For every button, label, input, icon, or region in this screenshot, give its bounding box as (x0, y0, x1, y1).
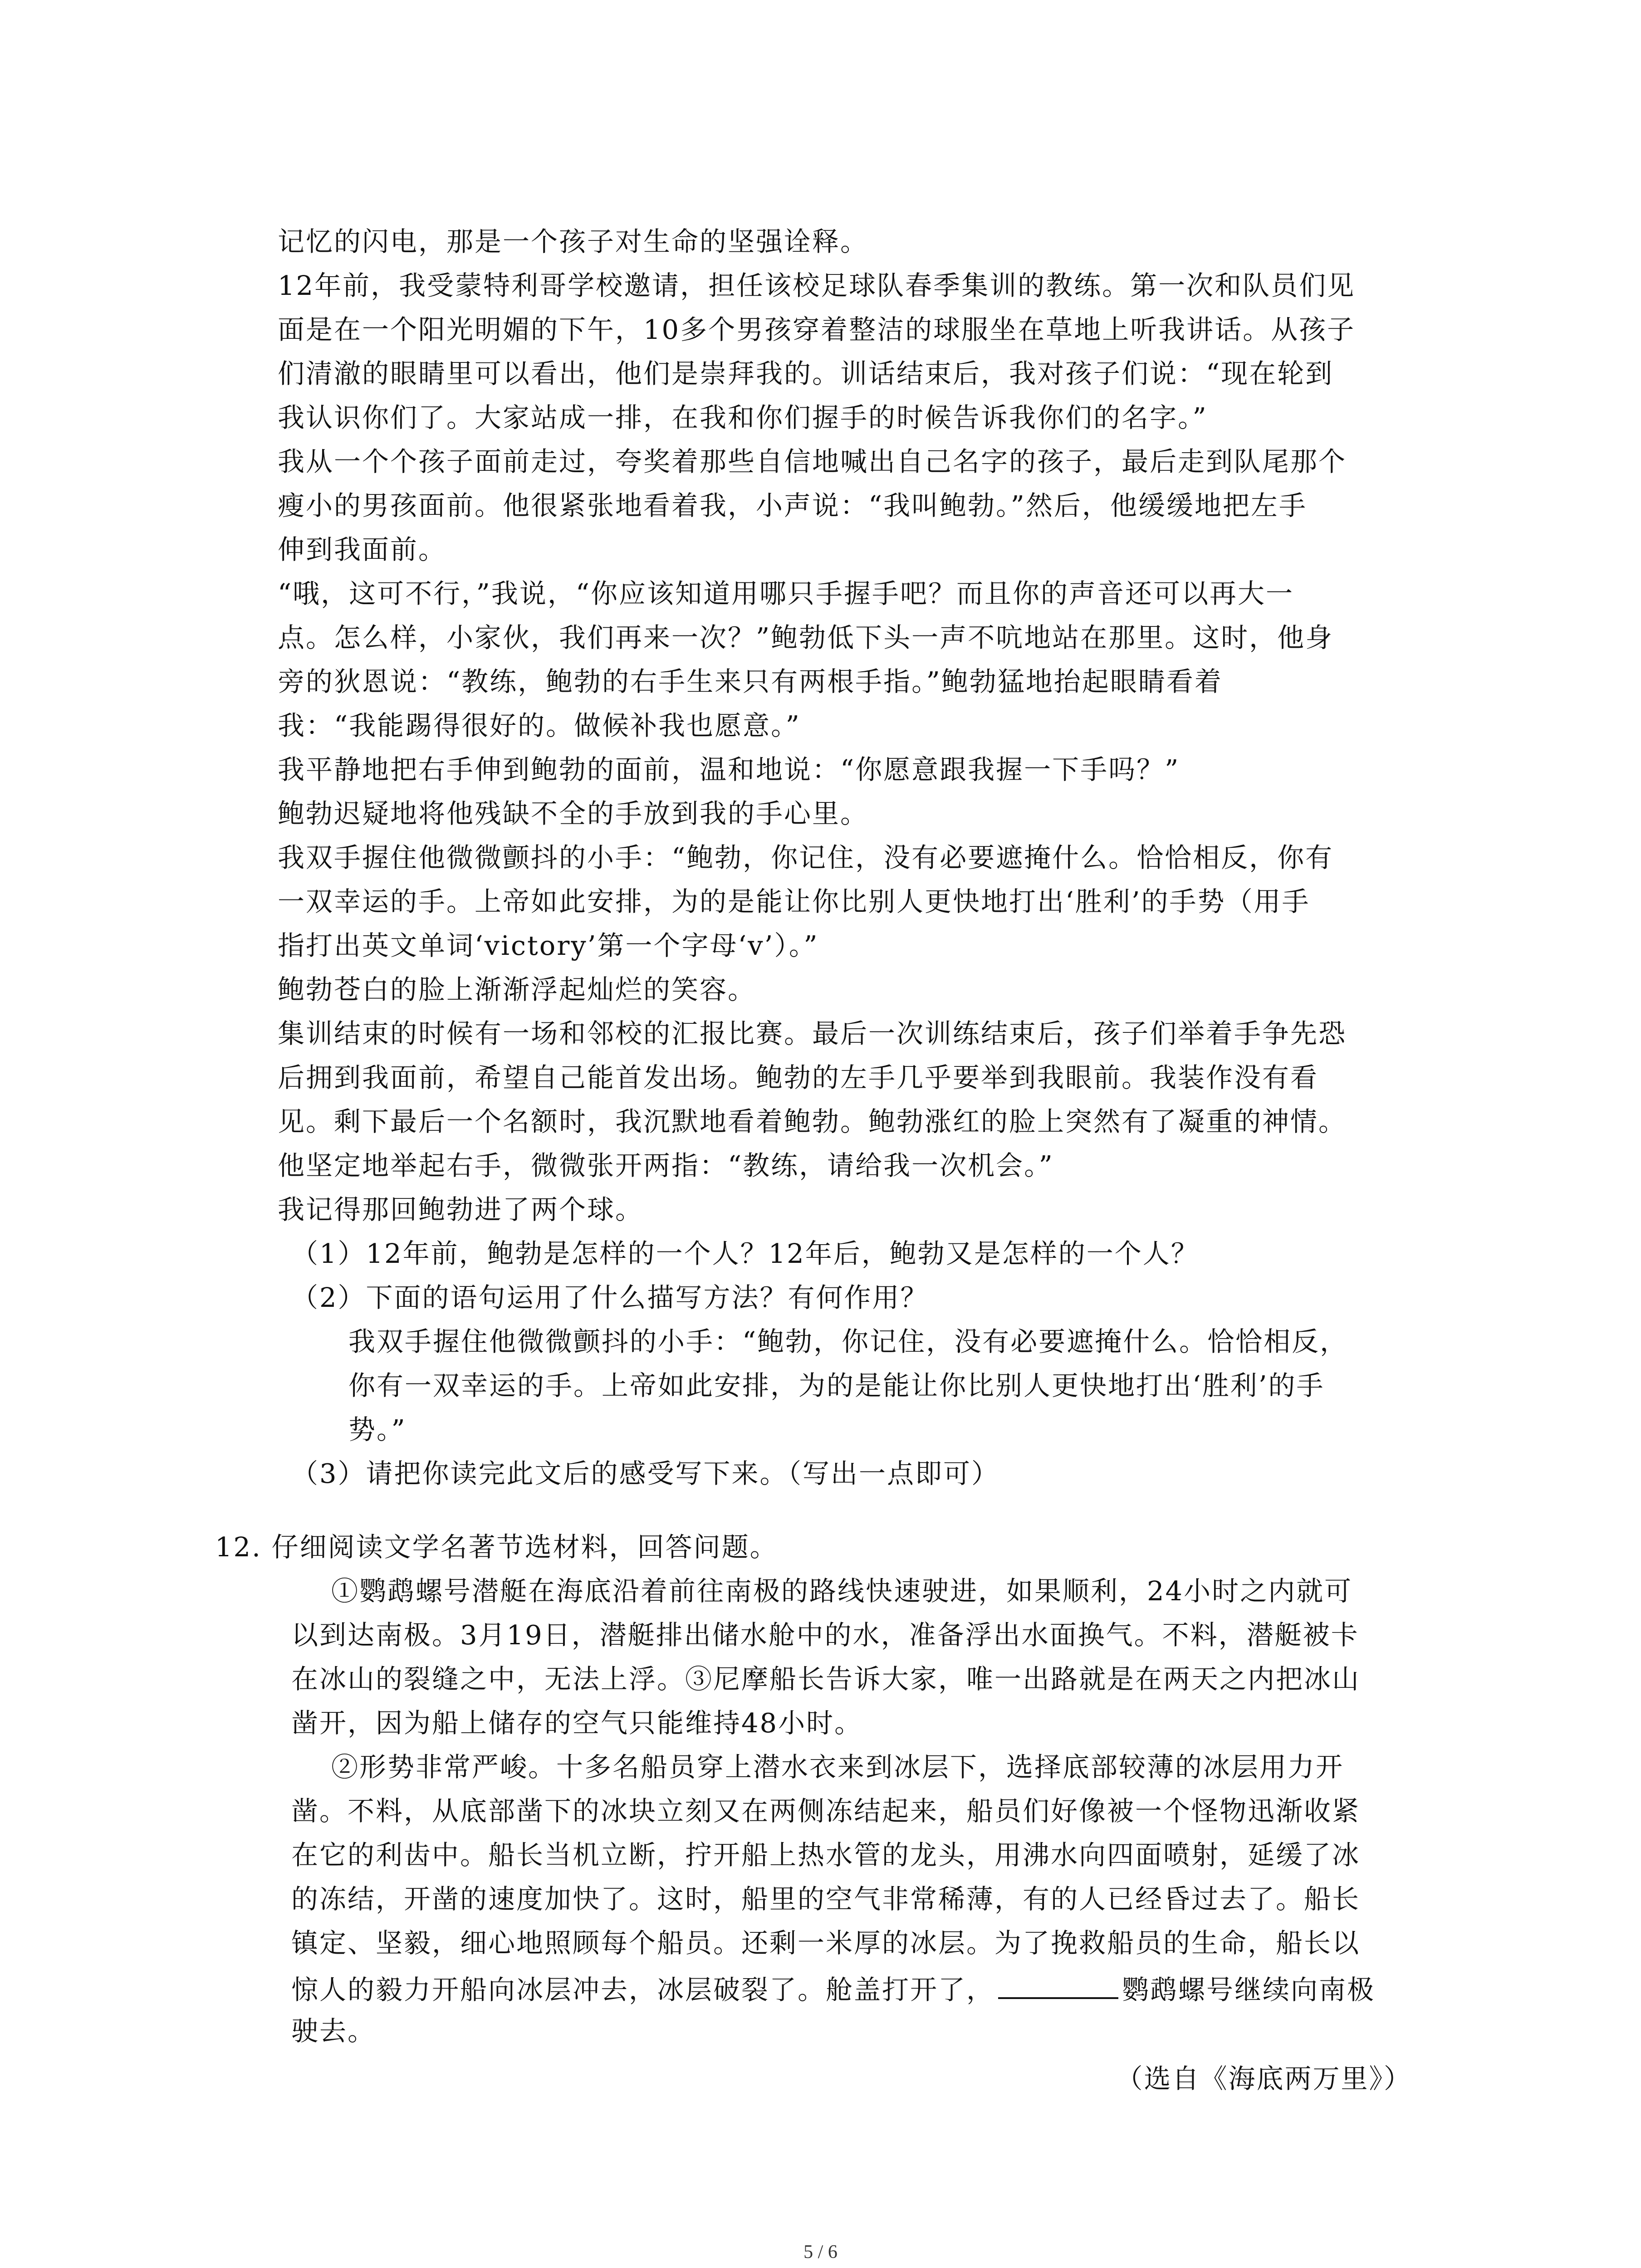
passage-line: 我记得那回鲍勃进了两个球。 (278, 1194, 644, 1225)
quoted-sentence-line: 你有一双幸运的手。上帝如此安排，为的是能让你比别人更快地打出‘胜利’的手 (348, 1370, 1325, 1401)
question-1: （1）12年前，鲍勃是怎样的一个人？12年后，鲍勃又是怎样的一个人？ (291, 1238, 1199, 1269)
passage-line: 瘦小的男孩面前。他很紧张地看着我，小声说：“我叫鲍勃。”然后，他缓缓地把左手 (278, 490, 1307, 521)
quoted-sentence-line: 我双手握住他微微颤抖的小手：“鲍勃，你记住，没有必要遮掩什么。恰恰相反， (348, 1326, 1348, 1357)
question-12-line: 以到达南极。3月19日，潜艇排出储水舱中的水，准备浮出水面换气。不料，潜艇被卡 (291, 1619, 1359, 1651)
question-12-line: 在冰山的裂缝之中，无法上浮。③尼摩船长告诉大家，唯一出路就是在两天之内把冰山 (291, 1663, 1361, 1695)
passage-line: 鲍勃迟疑地将他残缺不全的手放到我的手心里。 (278, 798, 869, 829)
question-12-line: 镇定、坚毅，细心地照顾每个船员。还剩一米厚的冰层。为了挽救船员的生命，船长以 (291, 1927, 1361, 1959)
question-12-line: 在它的利齿中。船长当机立断，拧开船上热水管的龙头，用沸水向四面喷射，延缓了冰 (291, 1839, 1361, 1871)
question-12-line: 凿。不料，从底部凿下的冰块立刻又在两侧冻结起来，船员们好像被一个怪物迅渐收紧 (291, 1795, 1361, 1827)
passage-line: 他坚定地举起右手，微微张开两指：“教练，请给我一次机会。” (278, 1150, 1054, 1181)
passage-line: 见。剩下最后一个名额时，我沉默地看着鲍勃。鲍勃涨红的脸上突然有了凝重的神情。 (278, 1106, 1347, 1137)
question-12-line: ②形势非常严峻。十多名船员穿上潜水衣来到冰层下，选择底部较薄的冰层用力开 (331, 1751, 1344, 1783)
question-12-heading: 12. 仔细阅读文学名著节选材料，回答问题。 (215, 1531, 778, 1563)
passage-line: 我平静地把右手伸到鲍勃的面前，温和地说：“你愿意跟我握一下手吗？” (278, 754, 1180, 785)
blank-tail-text: 鹦鹉螺号继续向南极 (1122, 1974, 1376, 2005)
passage-line: 鲍勃苍白的脸上渐渐浮起灿烂的笑容。 (278, 974, 756, 1005)
passage-line: 旁的狄恩说：“教练，鲍勃的右手生来只有两根手指。”鲍勃猛地抬起眼睛看着 (278, 666, 1223, 697)
source-citation: （选自《海底两万里》） (1116, 2063, 1412, 2094)
question-12-line: 凿开，因为船上储存的空气只能维持48小时。 (291, 1707, 863, 1739)
question-12-line: 的冻结，开凿的速度加快了。这时，船里的空气非常稀薄，有的人已经昏过去了。船长 (291, 1883, 1361, 1915)
passage-line: 点。怎么样，小家伙，我们再来一次？”鲍勃低下头一声不吭地站在那里。这时，他身 (278, 622, 1334, 653)
question-12-blank-line (291, 1974, 1375, 2003)
passage-line: 一双幸运的手。上帝如此安排，为的是能让你比别人更快地打出‘胜利’的手势（用手 (278, 886, 1310, 917)
passage-line: 我双手握住他微微颤抖的小手：“鲍勃，你记住，没有必要遮掩什么。恰恰相反，你有 (278, 842, 1334, 873)
passage-line: 我认识你们了。大家站成一排，在我和你们握手的时候告诉我你们的名字。” (278, 402, 1208, 433)
question-3: （3）请把你读完此文后的感受写下来。（写出一点即可） (291, 1458, 1000, 1489)
passage-line: 伸到我面前。 (278, 534, 447, 565)
question-12-line: ①鹦鹉螺号潜艇在海底沿着前往南极的路线快速驶进，如果顺利，24小时之内就可 (331, 1575, 1353, 1607)
passage-line: 记忆的闪电，那是一个孩子对生命的坚强诠释。 (278, 226, 869, 257)
question-12-line: 驶去。 (291, 2015, 376, 2047)
fill-in-blank[interactable] (998, 1974, 1118, 1999)
question-2: （2）下面的语句运用了什么描写方法？有何作用？ (291, 1282, 929, 1313)
passage-line: 集训结束的时候有一场和邻校的汇报比赛。最后一次训练结束后，孩子们举着手争先恐 (278, 1018, 1347, 1049)
passage-line: 们清澈的眼睛里可以看出，他们是崇拜我的。训话结束后，我对孩子们说：“现在轮到 (278, 358, 1334, 389)
passage-line: 面是在一个阳光明媚的下午，10多个男孩穿着整洁的球服坐在草地上听我讲话。从孩子 (278, 314, 1356, 345)
page-number: 5 / 6 (803, 2242, 838, 2263)
passage-line: 我：“我能踢得很好的。做候补我也愿意。” (278, 710, 801, 741)
passage-line: “哦，这可不行，”我说，“你应该知道用哪只手握手吧？而且你的声音还可以再大一 (278, 578, 1294, 609)
passage-line: 后拥到我面前，希望自己能首发出场。鲍勃的左手几乎要举到我眼前。我装作没有看 (278, 1062, 1319, 1093)
passage-line: 12年前，我受蒙特利哥学校邀请，担任该校足球队春季集训的教练。第一次和队员们见 (278, 270, 1356, 301)
question-12-line-text: 惊人的毅力开船向冰层冲去，冰层破裂了。舱盖打开了， (291, 1974, 995, 2005)
quoted-sentence-line: 势。” (348, 1414, 407, 1445)
passage-line: 指打出英文单词‘victory’第一个字母‘v’）。” (278, 930, 819, 961)
passage-line: 我从一个个孩子面前走过，夸奖着那些自信地喊出自己名字的孩子，最后走到队尾那个 (278, 446, 1347, 477)
